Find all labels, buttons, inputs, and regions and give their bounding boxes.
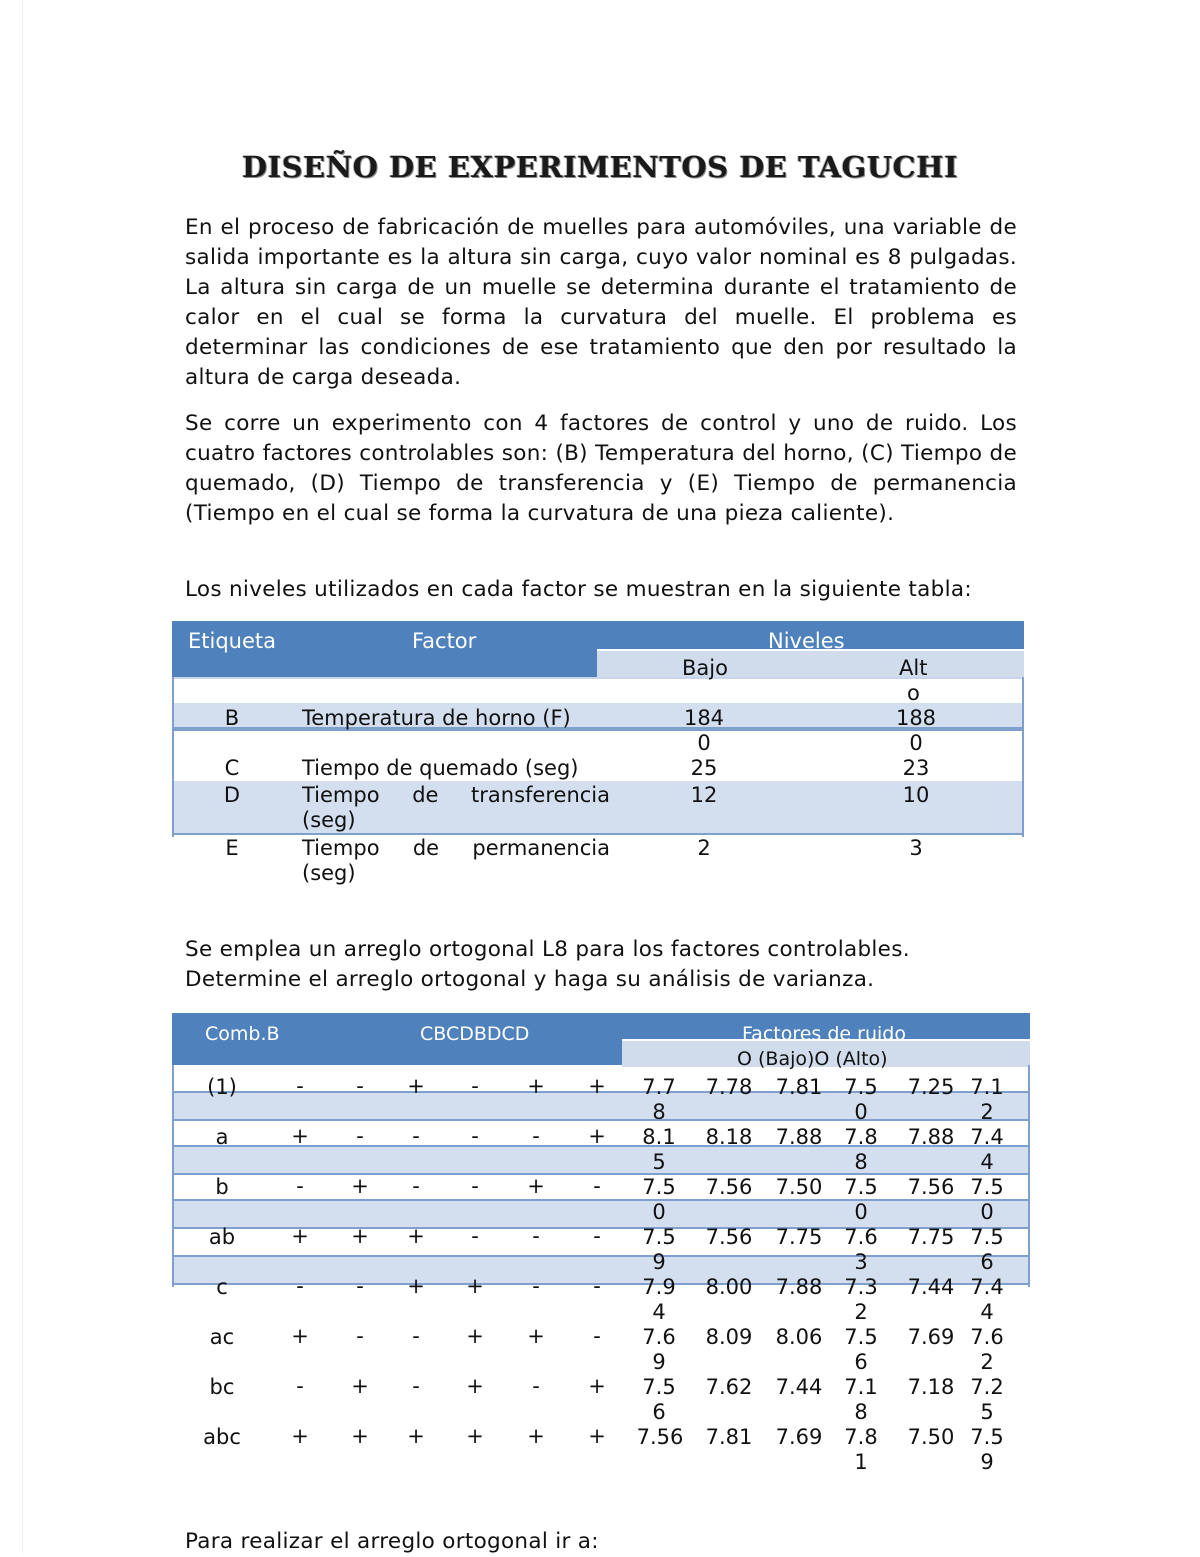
value-cell: 7.50 [844, 1175, 878, 1224]
sign-cell: + [527, 1424, 545, 1448]
sign-cell: + [291, 1424, 309, 1448]
sign-cell: + [291, 1324, 309, 1348]
value-cell: 7.56 [844, 1325, 878, 1374]
array-intro-1: Se emplea un arreglo ortogonal L8 para los factores controlables. [185, 937, 910, 962]
row-high: 10 [902, 783, 930, 807]
sign-cell: + [588, 1374, 606, 1398]
row-factor-wrap: (seg) [302, 808, 356, 832]
row-comb: abc [203, 1425, 241, 1449]
header-factor: Factor [412, 629, 477, 653]
value-cell: 7.69 [775, 1425, 823, 1449]
sign-cell: + [407, 1274, 425, 1298]
value-cell: 7.44 [970, 1275, 1004, 1324]
row-comb: b [215, 1175, 229, 1199]
sign-cell: + [351, 1374, 369, 1398]
sign-cell: - [296, 1074, 304, 1098]
value-cell: 7.69 [642, 1325, 676, 1374]
sign-cell: + [466, 1324, 484, 1348]
row-factor: Tiempo de permanencia [302, 836, 610, 860]
row-low: 12 [690, 783, 718, 807]
value-cell: 7.56 [636, 1425, 684, 1449]
sign-cell: - [471, 1224, 479, 1248]
value-cell: 7.25 [907, 1075, 955, 1099]
value-cell: 7.81 [844, 1425, 878, 1474]
sign-cell: - [296, 1274, 304, 1298]
row-comb: bc [209, 1375, 235, 1399]
value-cell: 7.44 [907, 1275, 955, 1299]
levels-intro: Los niveles utilizados en cada factor se muestran en la siguiente tabla: [185, 577, 972, 602]
sign-cell: - [412, 1374, 420, 1398]
value-cell: 8.00 [705, 1275, 753, 1299]
value-cell: 7.50 [844, 1075, 878, 1124]
value-cell: 7.56 [705, 1225, 753, 1249]
value-cell: 8.06 [775, 1325, 823, 1349]
value-cell: 7.18 [844, 1375, 878, 1424]
sign-cell: - [296, 1174, 304, 1198]
sign-cell: + [466, 1374, 484, 1398]
sign-cell: + [588, 1124, 606, 1148]
row-comb: c [216, 1275, 228, 1299]
sign-cell: + [351, 1174, 369, 1198]
sign-cell: + [351, 1424, 369, 1448]
value-cell: 7.62 [705, 1375, 753, 1399]
header-noise: Factores de ruido [742, 1023, 906, 1045]
factors-paragraph: Se corre un experimento con 4 factores de control y uno de ruido. Los cuatro factores controlables son: (B) Temperatura del horno, (C) Tiempo de quemado, (D) Tiempo de transferencia y (E) Tiempo de permanencia (Tiempo en el cual se forma la curvatura de una pieza caliente). [185, 411, 1017, 526]
sign-cell: + [291, 1124, 309, 1148]
row-factor: Tiempo de quemado (seg) [302, 756, 579, 780]
value-cell: 8.09 [705, 1325, 753, 1349]
value-cell: 7.32 [844, 1275, 878, 1324]
sign-cell: - [356, 1274, 364, 1298]
sign-cell: + [527, 1324, 545, 1348]
value-cell: 7.94 [642, 1275, 676, 1324]
sign-cell: - [356, 1324, 364, 1348]
value-cell: 7.59 [642, 1225, 676, 1274]
array-intro-2: Determine el arreglo ortogonal y haga su análisis de varianza. [185, 967, 875, 992]
sign-cell: - [532, 1374, 540, 1398]
sign-cell: - [296, 1374, 304, 1398]
value-cell: 7.44 [970, 1125, 1004, 1174]
value-cell: 7.88 [844, 1125, 878, 1174]
row-low: 2 [697, 836, 711, 860]
header-low: Bajo [682, 656, 728, 680]
value-cell: 7.25 [970, 1375, 1004, 1424]
sign-cell: - [532, 1224, 540, 1248]
sign-cell: - [471, 1124, 479, 1148]
value-cell: 7.69 [907, 1325, 955, 1349]
header-high-wrap: o [907, 681, 920, 705]
header-high: Alt [899, 656, 928, 680]
row-low: 184 [683, 706, 725, 730]
value-cell: 7.44 [775, 1375, 823, 1399]
row-comb: a [215, 1125, 229, 1149]
sign-cell: - [593, 1224, 601, 1248]
page-margin-line [22, 0, 23, 1553]
value-cell: 7.50 [970, 1175, 1004, 1224]
row-low: 25 [690, 756, 718, 780]
row-label: D [223, 783, 241, 807]
value-cell: 7.56 [907, 1175, 955, 1199]
sign-cell: - [412, 1124, 420, 1148]
value-cell: 7.78 [705, 1075, 753, 1099]
value-cell: 8.18 [705, 1125, 753, 1149]
value-cell: 7.50 [775, 1175, 823, 1199]
value-cell: 7.56 [705, 1175, 753, 1199]
sign-cell: + [407, 1074, 425, 1098]
sign-cell: - [471, 1074, 479, 1098]
sign-cell: - [593, 1324, 601, 1348]
value-cell: 7.81 [705, 1425, 753, 1449]
closing-paragraph: Para realizar el arreglo ortogonal ir a: [185, 1529, 599, 1554]
value-cell: 7.81 [775, 1075, 823, 1099]
header-comb: Comb.B [205, 1023, 280, 1045]
value-cell: 7.75 [907, 1225, 955, 1249]
row-label: E [225, 836, 239, 860]
value-cell: 7.88 [907, 1125, 955, 1149]
sign-cell: - [532, 1124, 540, 1148]
value-cell: 7.59 [970, 1425, 1004, 1474]
sign-cell: - [356, 1124, 364, 1148]
row-factor-wrap: (seg) [302, 861, 356, 885]
page-title: DISEÑO DE EXPERIMENTOS DE TAGUCHI [241, 150, 959, 184]
row-label: C [224, 756, 240, 780]
row-comb: ac [209, 1325, 235, 1349]
row-label: B [224, 706, 240, 730]
value-cell: 7.88 [775, 1275, 823, 1299]
sign-cell: - [412, 1324, 420, 1348]
sign-cell: + [527, 1074, 545, 1098]
sign-cell: + [588, 1424, 606, 1448]
row-comb: (1) [207, 1075, 237, 1099]
value-cell: 7.63 [844, 1225, 878, 1274]
sign-cell: + [291, 1224, 309, 1248]
sign-cell: + [351, 1224, 369, 1248]
sign-cell: - [471, 1174, 479, 1198]
row-low-wrap: 0 [697, 731, 711, 755]
header-levels: Niveles [768, 629, 845, 653]
value-cell: 7.56 [970, 1225, 1004, 1274]
value-cell: 7.50 [642, 1175, 676, 1224]
intro-paragraph: En el proceso de fabricación de muelles para automóviles, una variable de salida importante es la altura sin carga, cuyo valor nominal es 8 pulgadas. La altura sin carga de un muelle se determina durante el tratamiento de calor en el cual se forma la curvatura del muelle. El problema es determinar las condiciones de ese tratamiento que den por resultado la altura de carga deseada. [185, 215, 1017, 390]
row-high: 23 [902, 756, 930, 780]
sign-cell: + [466, 1274, 484, 1298]
sign-cell: - [593, 1174, 601, 1198]
row-high: 188 [895, 706, 937, 730]
sign-cell: + [527, 1174, 545, 1198]
row-high: 3 [909, 836, 923, 860]
value-cell: 7.50 [907, 1425, 955, 1449]
sign-cell: + [407, 1224, 425, 1248]
value-cell: 7.88 [775, 1125, 823, 1149]
value-cell: 7.56 [642, 1375, 676, 1424]
value-cell: 7.62 [970, 1325, 1004, 1374]
header-noise-levels: O (Bajo)O (Alto) [737, 1048, 888, 1070]
sign-cell: - [356, 1074, 364, 1098]
sign-cell: + [407, 1424, 425, 1448]
row-factor: Tiempo de transferencia [302, 783, 610, 807]
sign-cell: - [532, 1274, 540, 1298]
row-comb: ab [208, 1225, 236, 1249]
orthogonal-array-table [172, 1013, 1030, 1493]
levels-table [172, 621, 1024, 891]
sign-cell: - [593, 1274, 601, 1298]
sign-cell: + [588, 1074, 606, 1098]
header-factors: CBCDBDCD [420, 1023, 530, 1045]
value-cell: 7.18 [907, 1375, 955, 1399]
row-factor: Temperatura de horno (F) [302, 706, 571, 730]
sign-cell: + [466, 1424, 484, 1448]
table-row-band [172, 1145, 1030, 1175]
sign-cell: - [412, 1174, 420, 1198]
value-cell: 7.78 [642, 1075, 676, 1124]
value-cell: 7.12 [970, 1075, 1004, 1124]
header-label: Etiqueta [188, 629, 276, 653]
row-high-wrap: 0 [909, 731, 923, 755]
value-cell: 8.15 [642, 1125, 676, 1174]
value-cell: 7.75 [775, 1225, 823, 1249]
